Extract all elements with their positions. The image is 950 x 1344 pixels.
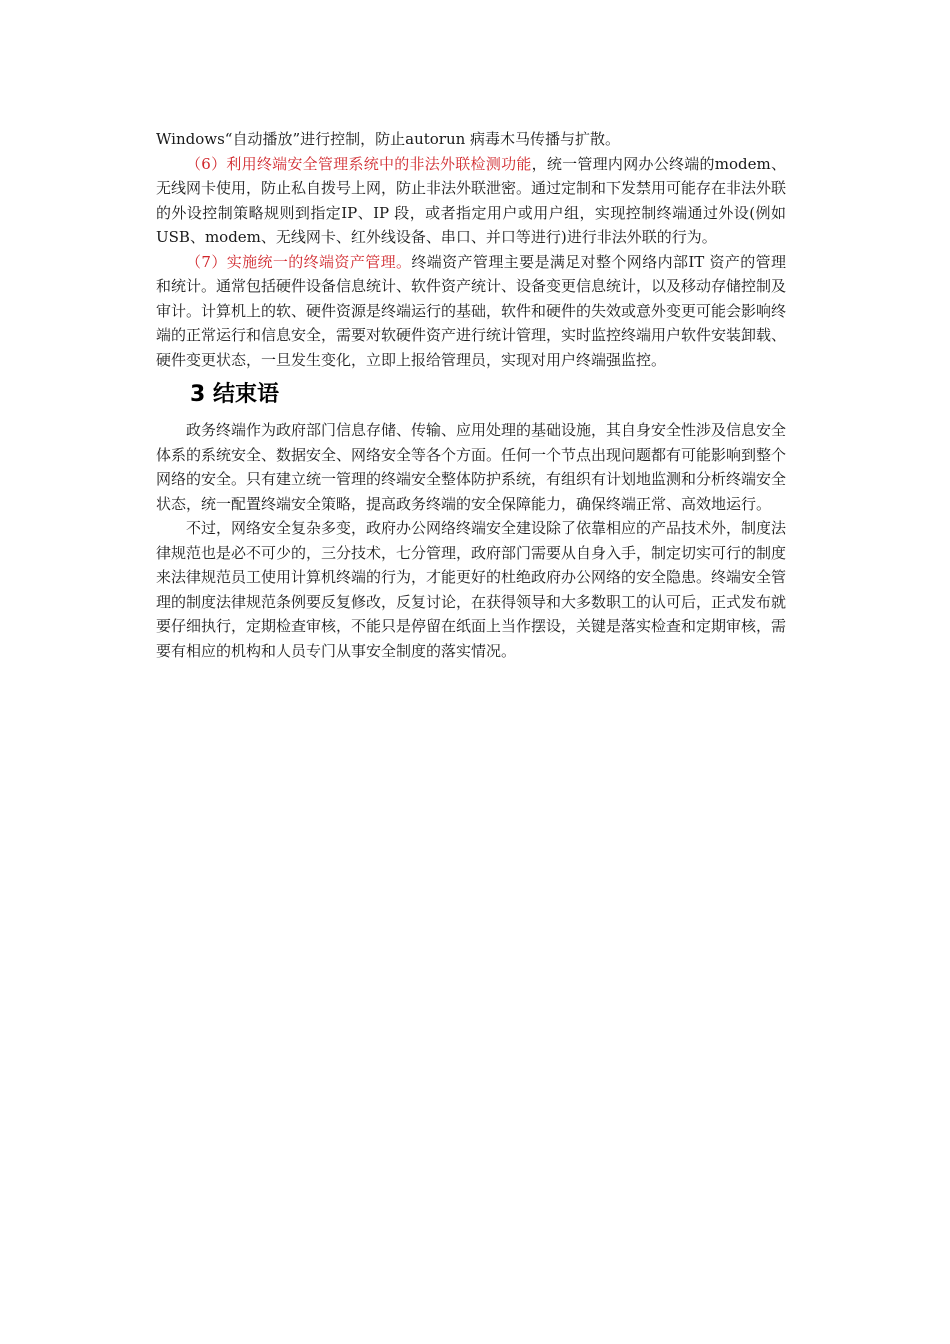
- item-7-heading: （7）实施统一的终端资产管理。: [186, 252, 412, 271]
- paragraph-autorun: Windows“自动播放”进行控制，防止autorun 病毒木马传播与扩散。: [156, 130, 621, 148]
- item-6-heading: （6）利用终端安全管理系统中的非法外联检测功能: [186, 154, 532, 173]
- item-6-body: ，统一管理内网办公终端的modem、无线网卡使用，防止私自拨号上网，防止非法外联泄密。通过定制和下发禁用可能存在非法外联的外设控制策略规则到指定IP、IP 段，或者指定用户或用户组，实现控制终端通过外设(例如USB、modem、无线网卡、红外线设备、串口、并口等进行)进行非法外联的行为。: [156, 154, 787, 246]
- conclusion-paragraph-2: 不过，网络安全复杂多变，政府办公网络终端安全建设除了依靠相应的产品技术外，制度法律规范也是必不可少的，三分技术，七分管理，政府部门需要从自身入手，制定切实可行的制度来法律规范员工使用计算机终端的行为，才能更好的杜绝政府办公网络的安全隐患。终端安全管理的制度法律规范条例要反复修改，反复讨论，在获得领导和大多数职工的认可后，正式发布就要仔细执行，定期检查审核，不能只是停留在纸面上当作摆设，关键是落实检查和定期审核，需要有相应的机构和人员专门从事安全制度的落实情况。: [156, 519, 787, 660]
- body-text: [156, 127, 786, 663]
- item-7-body: 终端资产管理主要是满足对整个网络内部IT 资产的管理和统计。通常包括硬件设备信息统计、软件资产统计、设备变更信息统计，以及移动存储控制及审计。计算机上的软、硬件资源是终端运行的基础，软件和硬件的失效或意外变更可能会影响终端的正常运行和信息安全，需要对软硬件资产进行统计管理，实时监控终端用户软件安装卸载、硬件变更状态，一旦发生变化，立即上报给管理员，实现对用户终端强监控。: [156, 252, 787, 369]
- paragraph-item-6: [156, 152, 786, 250]
- conclusion-paragraph-1: 政务终端作为政府部门信息存储、传输、应用处理的基础设施，其自身安全性涉及信息安全体系的系统安全、数据安全、网络安全等各个方面。任何一个节点出现问题都有可能影响到整个网络的安全。只有建立统一管理的终端安全整体防护系统，有组织有计划地监测和分析终端安全状态，统一配置终端安全策略，提高政务终端的安全保障能力，确保终端正常、高效地运行。: [156, 421, 787, 513]
- paragraph-item-7: [156, 250, 786, 373]
- section-heading-conclusion: 3 结束语: [190, 382, 279, 407]
